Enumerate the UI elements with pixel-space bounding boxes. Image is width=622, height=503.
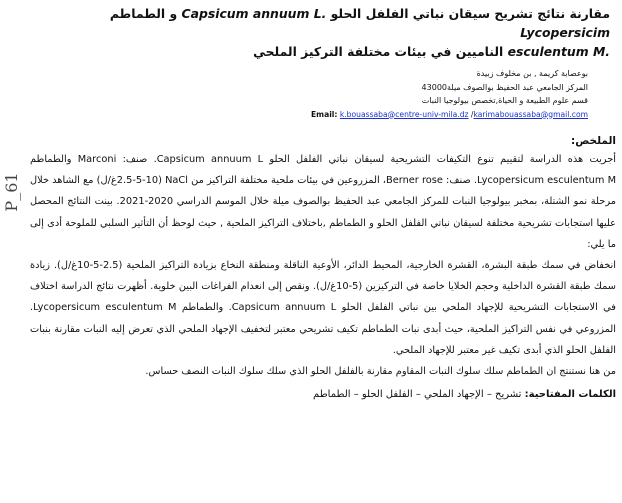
paper-page (30, 4, 616, 500)
email-link-2[interactable]: karimabouassaba@gmail.com (473, 109, 588, 119)
paper-title (30, 4, 610, 61)
keywords-line (30, 386, 616, 404)
title-latin-pepper: Capsicum annuum L. (181, 6, 327, 21)
email-link-1[interactable]: k.bouassaba@centre-univ-mila.dz (339, 109, 469, 119)
title-text-1: مقارنة نتائج تشريح سيقان نباتي الفلفل الحلو (326, 6, 610, 21)
author-names: بوعصابة كريمة , بن مخلوف زبيدة (476, 69, 588, 78)
title-text-3: الناميين في بيئات مختلفة التركيز الملحي (253, 44, 508, 59)
title-latin-tomato: Lycopersicim (520, 25, 610, 40)
affiliation-line-2: قسم علوم الطبيعة و الحياة,تخصص بيولوجيا النبات (421, 96, 588, 105)
abstract-paragraph-2: انخفاض في سمك طبقة البشرة، القشرة الخارجية، المحيط الدائر، الأوعية الناقلة ومنطقة النخاع بزيادة التراكيز الملحية (2.5-5-10غ/ل). زيادة سمك طبقة القشرة الداخلية وحجم الخلايا خاصة في التركيزين (5-10غ/ل). ونقص إلى انعدام الفراغات البين خلوية. أظهرت نتائج الدراسة اختلاف في الاستجابات التشريحية للإجهاد الملحي بين نباتي الفلفل الحلو Capsicum annuum L. والطماطم Lycopersicum esculentum M. المزروعي في نفس التراكيز الملحية، حيث أبدى نبات الطماطم تكيف تشريحي معتبر لتخفيف الإجهاد الملحي الذي تعرض إليه النبات مقارنة بنبات الفلفل الحلو الذي أبدى تكيف غير معتبر للإجهاد الملحي. (30, 260, 616, 356)
affiliation-line-1: المركز الجامعي عبد الحفيظ بوالصوف ميلة43000 (421, 82, 588, 92)
title-latin-tomato-species: esculentum M. (507, 44, 610, 59)
email-label: Email: (310, 109, 338, 119)
email-line (30, 108, 588, 122)
keywords-text: تشريح – الإجهاد الملحي – الفلفل الحلو – الطماطم (313, 389, 525, 401)
abstract-body (30, 149, 616, 382)
author-block (30, 67, 616, 121)
title-text-2: و الطماطم (109, 6, 182, 21)
abstract-paragraph-3: من هنا نستنتج ان الطماطم سلك سلوك النبات المقاوم مقارنة بالفلفل الحلو الذي سلك سلوك النبات النصف حساس. (145, 366, 616, 378)
keywords-label: الكلمات المفتاحية: (524, 389, 616, 401)
email-separator: / (468, 109, 474, 119)
page-number-label: P_61 (2, 172, 21, 212)
abstract-heading: الملخص: (571, 135, 616, 147)
abstract-paragraph-1: أجريت هذه الدراسة لتقييم تنوع التكيفات التشريحية لسيقان نباتي الفلفل الحلو Capsicum annuum L. صنف: Marconi والطماطم Lycopersicum esculentum M. صنف: Berner rose، المزروعين في بيئات ملحية مختلفة التراكيز من NaCl (2.5-5-10غ/ل) مع الشاهد خلال مرحلة نمو الشتلة، بمخبر بيولوجيا النبات للمركز الجامعي عبد الحفيظ بوالصوف ميلة خلال الموسم الدراسي 2020-2021. بينت النتائج المحصل عليها استجابات تشريحية مختلفة لسيقان نباتي الفلفل الحلو و الطماطم ,باختلاف التراكيز الملحية , حيث لوحظ أن التأثير السلبي للملوحة أدى إلى ما يلي: (30, 154, 617, 250)
